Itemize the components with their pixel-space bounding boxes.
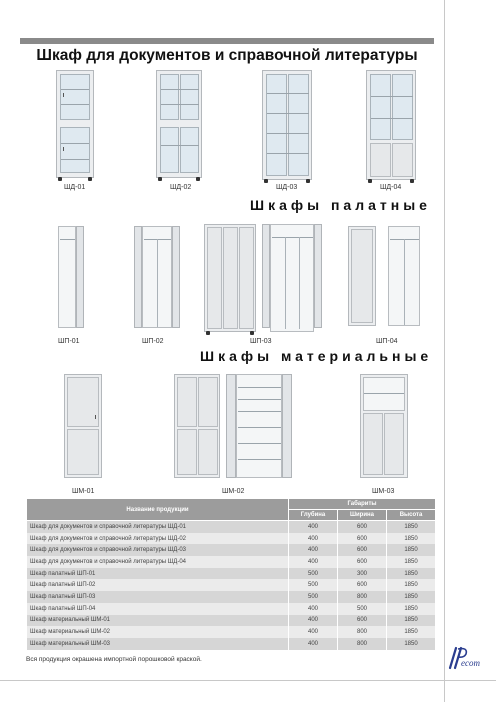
caption-shp02: ШП-02: [142, 338, 164, 345]
footnote: Вся продукция окрашена импортной порошковой краской.: [26, 656, 202, 663]
table-cell-name: Шкаф палатный ШП-02: [27, 579, 289, 591]
table-cell-depth: 400: [289, 556, 338, 568]
table-cell-height: 1850: [387, 544, 436, 556]
table-row: [27, 579, 436, 591]
cabinet-shm02-door-left: [226, 374, 236, 478]
section-title-material: Шкафы материальные: [200, 348, 433, 364]
cabinet-shp02-door-left: [134, 226, 142, 328]
table-cell-width: 800: [338, 638, 387, 650]
header-dimensions: Габариты: [289, 499, 436, 510]
table-cell-name: Шкаф материальный ШМ-02: [27, 626, 289, 638]
caption-shp01: ШП-01: [58, 338, 80, 345]
caption-shd03: ШД-03: [276, 184, 298, 191]
page-guide-line-bottom: [0, 680, 496, 681]
table-cell-height: 1850: [387, 521, 436, 533]
table-cell-depth: 500: [289, 591, 338, 603]
table-cell-height: 1850: [387, 591, 436, 603]
table-cell-name: Шкаф материальный ШМ-03: [27, 638, 289, 650]
table-cell-height: 1850: [387, 603, 436, 615]
table-cell-depth: 500: [289, 568, 338, 580]
table-cell-depth: 400: [289, 521, 338, 533]
cabinet-shp01-door: [76, 226, 84, 328]
cabinet-shp01-image: [58, 226, 76, 328]
cabinet-shm01-image: [64, 374, 102, 478]
table-cell-width: 500: [338, 603, 387, 615]
table-cell-height: 1850: [387, 615, 436, 627]
table-row: [27, 533, 436, 545]
specifications-table: [26, 498, 436, 650]
caption-shd01: ШД-01: [64, 184, 86, 191]
table-row: [27, 568, 436, 580]
table-row: [27, 556, 436, 568]
cabinet-shp03-closed-image: [204, 224, 256, 332]
svg-text:ecom: ecom: [461, 658, 480, 668]
table-row: [27, 544, 436, 556]
table-cell-depth: 400: [289, 626, 338, 638]
cabinet-shp02-image: [142, 226, 172, 328]
table-cell-width: 600: [338, 615, 387, 627]
caption-shm01: ШМ-01: [72, 488, 95, 495]
table-cell-height: 1850: [387, 626, 436, 638]
table-cell-width: 600: [338, 579, 387, 591]
cabinet-shm03-image: [360, 374, 408, 478]
cabinet-shm02-closed-image: [174, 374, 220, 478]
table-row: [27, 638, 436, 650]
caption-shm03: ШМ-03: [372, 488, 395, 495]
table-cell-name: Шкаф материальный ШМ-01: [27, 615, 289, 627]
cabinet-shp04-closed-image: [348, 226, 376, 326]
table-row: [27, 603, 436, 615]
table-cell-height: 1850: [387, 556, 436, 568]
table-cell-depth: 400: [289, 638, 338, 650]
cabinet-shp03-door-right: [314, 224, 322, 328]
header-width: Ширина: [338, 510, 387, 521]
header-height: Высота: [387, 510, 436, 521]
table-cell-width: 600: [338, 533, 387, 545]
caption-shp04: ШП-04: [376, 338, 398, 345]
table-cell-depth: 400: [289, 615, 338, 627]
header-depth: Глубина: [289, 510, 338, 521]
table-cell-width: 800: [338, 591, 387, 603]
table-cell-width: 800: [338, 626, 387, 638]
table-cell-name: Шкаф палатный ШП-03: [27, 591, 289, 603]
page-guide-line: [444, 0, 445, 702]
table-cell-name: Шкаф для документов и справочной литературы ШД-02: [27, 533, 289, 545]
table-cell-depth: 400: [289, 533, 338, 545]
table-cell-name: Шкаф палатный ШП-04: [27, 603, 289, 615]
caption-shp03: ШП-03: [250, 338, 272, 345]
table-cell-name: Шкаф для документов и справочной литературы ШД-04: [27, 556, 289, 568]
cabinet-shp04-open-image: [388, 226, 420, 326]
cabinet-shp03-open-image: [270, 224, 314, 332]
table-cell-name: Шкаф для документов и справочной литературы ШД-03: [27, 544, 289, 556]
cabinet-shd04-image: [366, 70, 416, 180]
cabinet-shp03-door-left: [262, 224, 270, 328]
table-cell-width: 600: [338, 521, 387, 533]
caption-shm02: ШМ-02: [222, 488, 245, 495]
cabinet-shd01-image: [56, 70, 94, 178]
table-cell-name: Шкаф палатный ШП-01: [27, 568, 289, 580]
cabinet-shd03-image: [262, 70, 312, 180]
cabinet-shd02-image: [156, 70, 202, 178]
table-cell-depth: 500: [289, 579, 338, 591]
table-row: [27, 615, 436, 627]
table-cell-height: 1850: [387, 533, 436, 545]
table-cell-height: 1850: [387, 638, 436, 650]
table-row: [27, 626, 436, 638]
caption-shd04: ШД-04: [380, 184, 402, 191]
cabinet-shp02-door-right: [172, 226, 180, 328]
table-cell-depth: 400: [289, 603, 338, 615]
table-cell-width: 600: [338, 556, 387, 568]
table-cell-width: 300: [338, 568, 387, 580]
table-cell-height: 1850: [387, 568, 436, 580]
table-cell-width: 600: [338, 544, 387, 556]
header-product-name: Название продукции: [27, 499, 289, 521]
table-cell-depth: 400: [289, 544, 338, 556]
table-row: [27, 591, 436, 603]
table-cell-name: Шкаф для документов и справочной литературы ШД-01: [27, 521, 289, 533]
caption-shd02: ШД-02: [170, 184, 192, 191]
section-title-ward: Шкафы палатные: [250, 197, 431, 213]
header-bar: [20, 38, 434, 44]
cabinet-shm02-open-image: [236, 374, 282, 478]
table-row: [27, 521, 436, 533]
cabinet-shm02-door-right: [282, 374, 292, 478]
section-title-docs: Шкаф для документов и справочной литературы: [36, 47, 418, 64]
table-cell-height: 1850: [387, 579, 436, 591]
recom-logo: [446, 646, 484, 672]
